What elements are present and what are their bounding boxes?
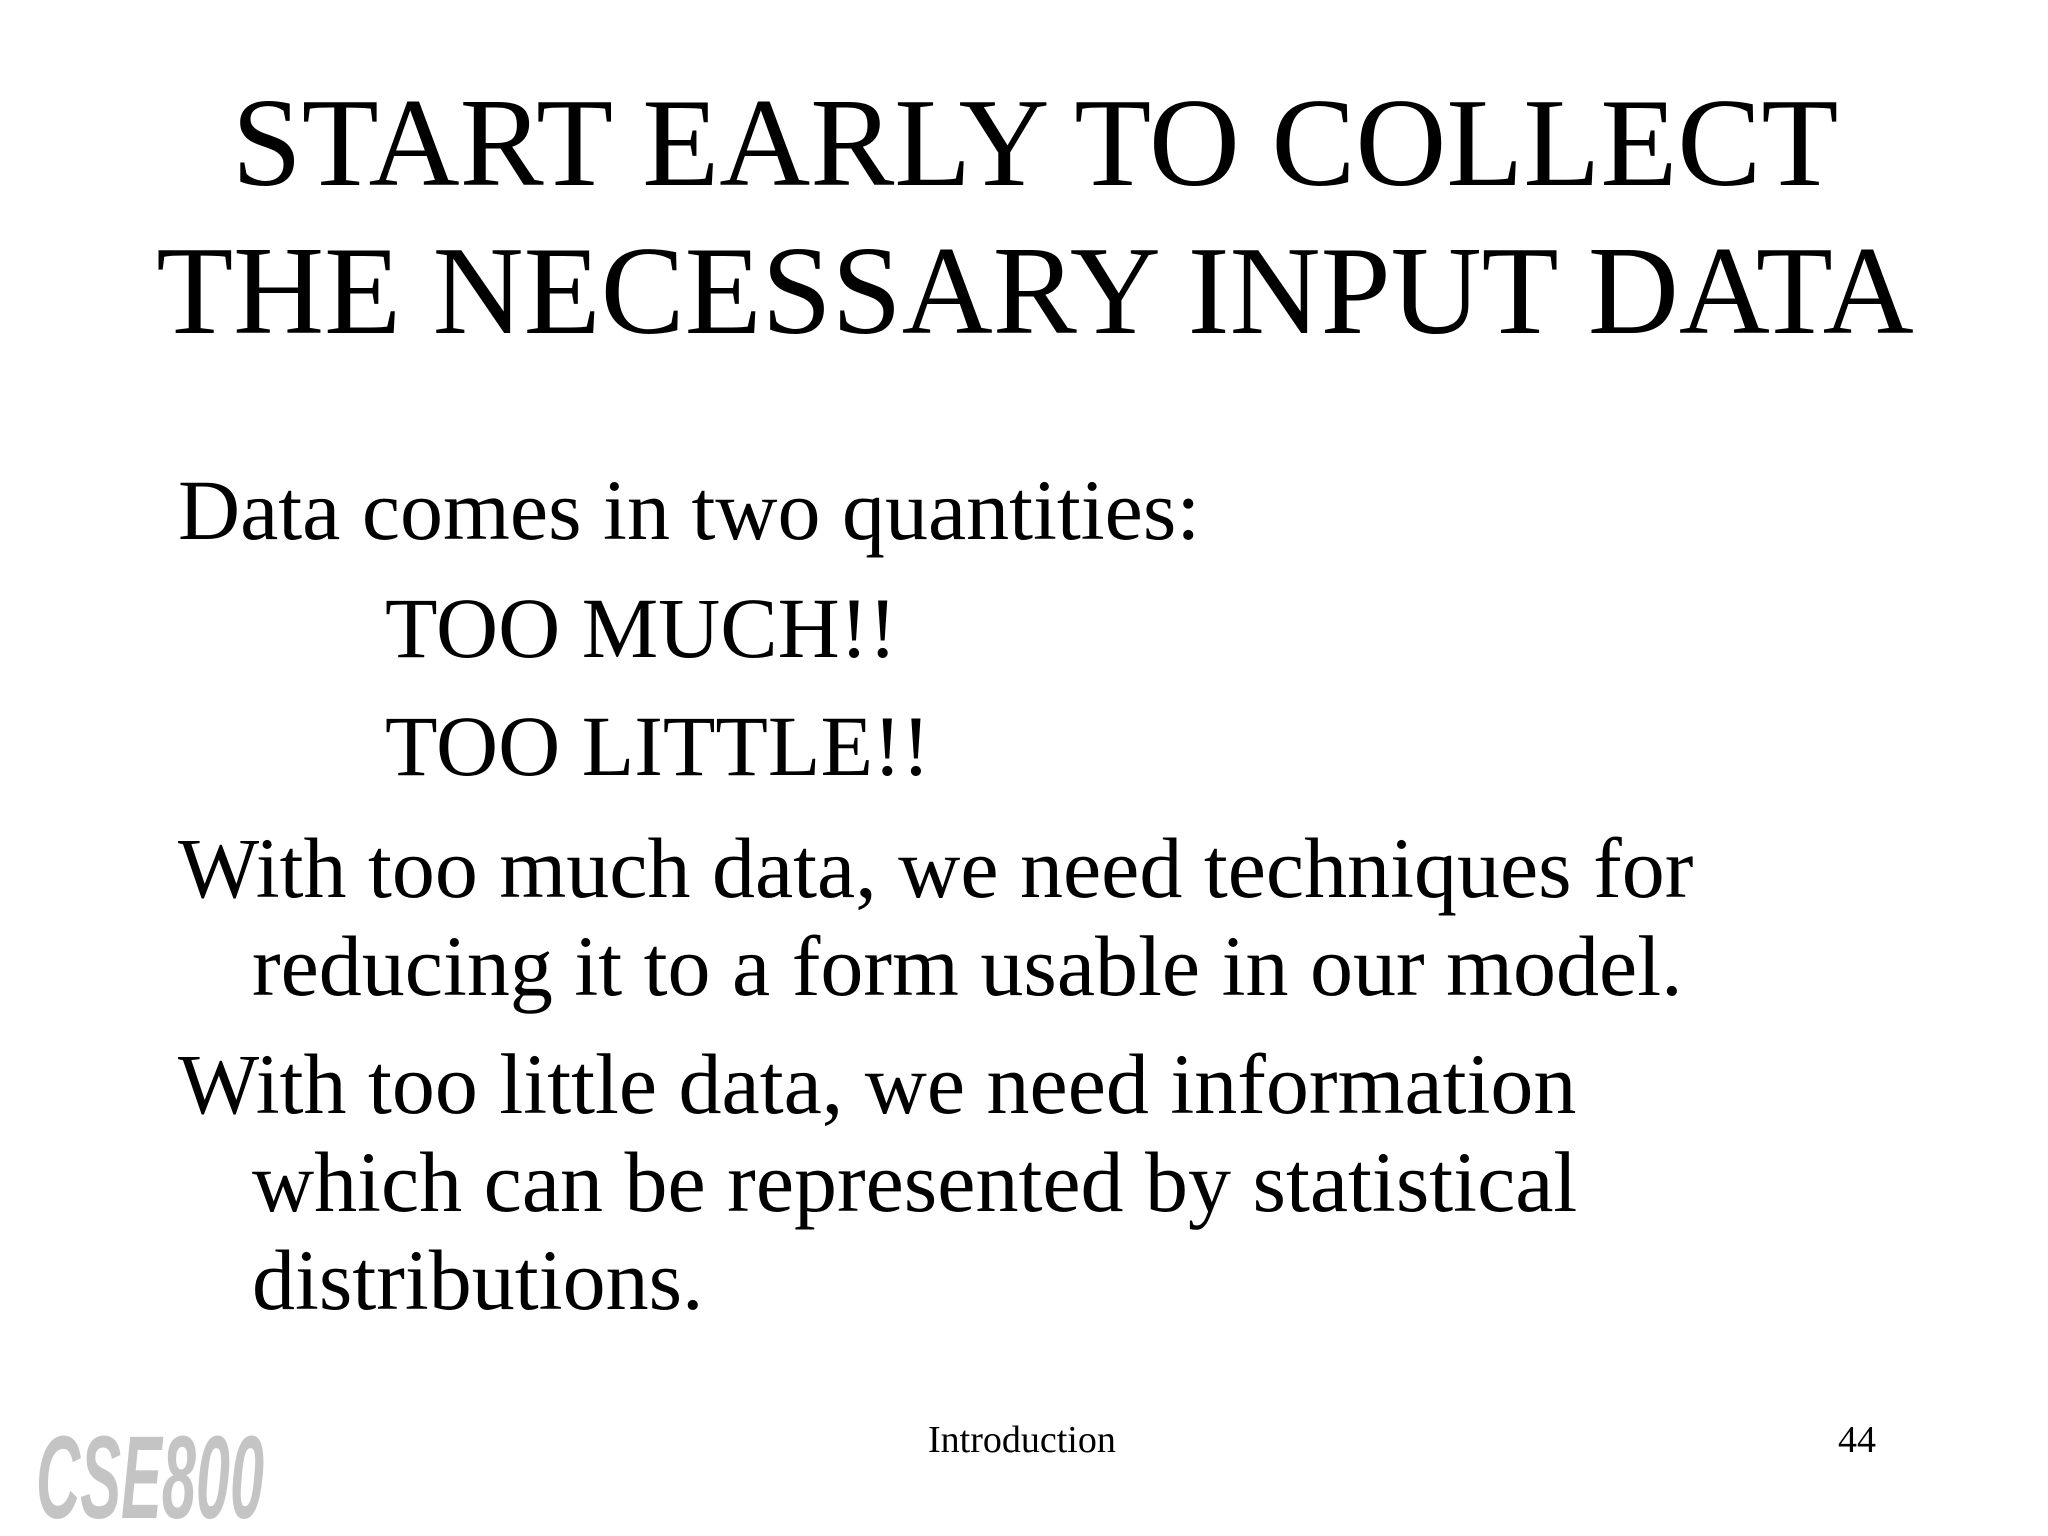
footer-section-label: Introduction <box>928 1419 1116 1461</box>
slide-title-line-2: THE NECESSARY INPUT DATA <box>156 222 1914 361</box>
slide-title <box>140 70 1930 366</box>
intro-text: Data comes in two quantities: <box>178 462 1201 558</box>
point-too-much-line-2: reducing it to a form usable in our model. <box>252 918 1683 1014</box>
slide-title-line-1: START EARLY TO COLLECT <box>231 74 1839 213</box>
point-too-much-line-1: With too much data, we need techniques for <box>178 820 1694 916</box>
point-too-little-line-2: which can be represented by statistical <box>252 1134 1578 1230</box>
cse800-logo-text: CSE800 <box>36 1412 264 1536</box>
quantity-too-much: TOO MUCH!! <box>385 580 898 676</box>
point-too-little-line-3: distributions. <box>252 1232 704 1328</box>
cse800-logo <box>30 1412 270 1536</box>
page-number: 44 <box>1838 1419 1876 1461</box>
quantity-too-little: TOO LITTLE!! <box>385 698 931 794</box>
point-too-little-line-1: With too little data, we need information <box>178 1036 1577 1132</box>
